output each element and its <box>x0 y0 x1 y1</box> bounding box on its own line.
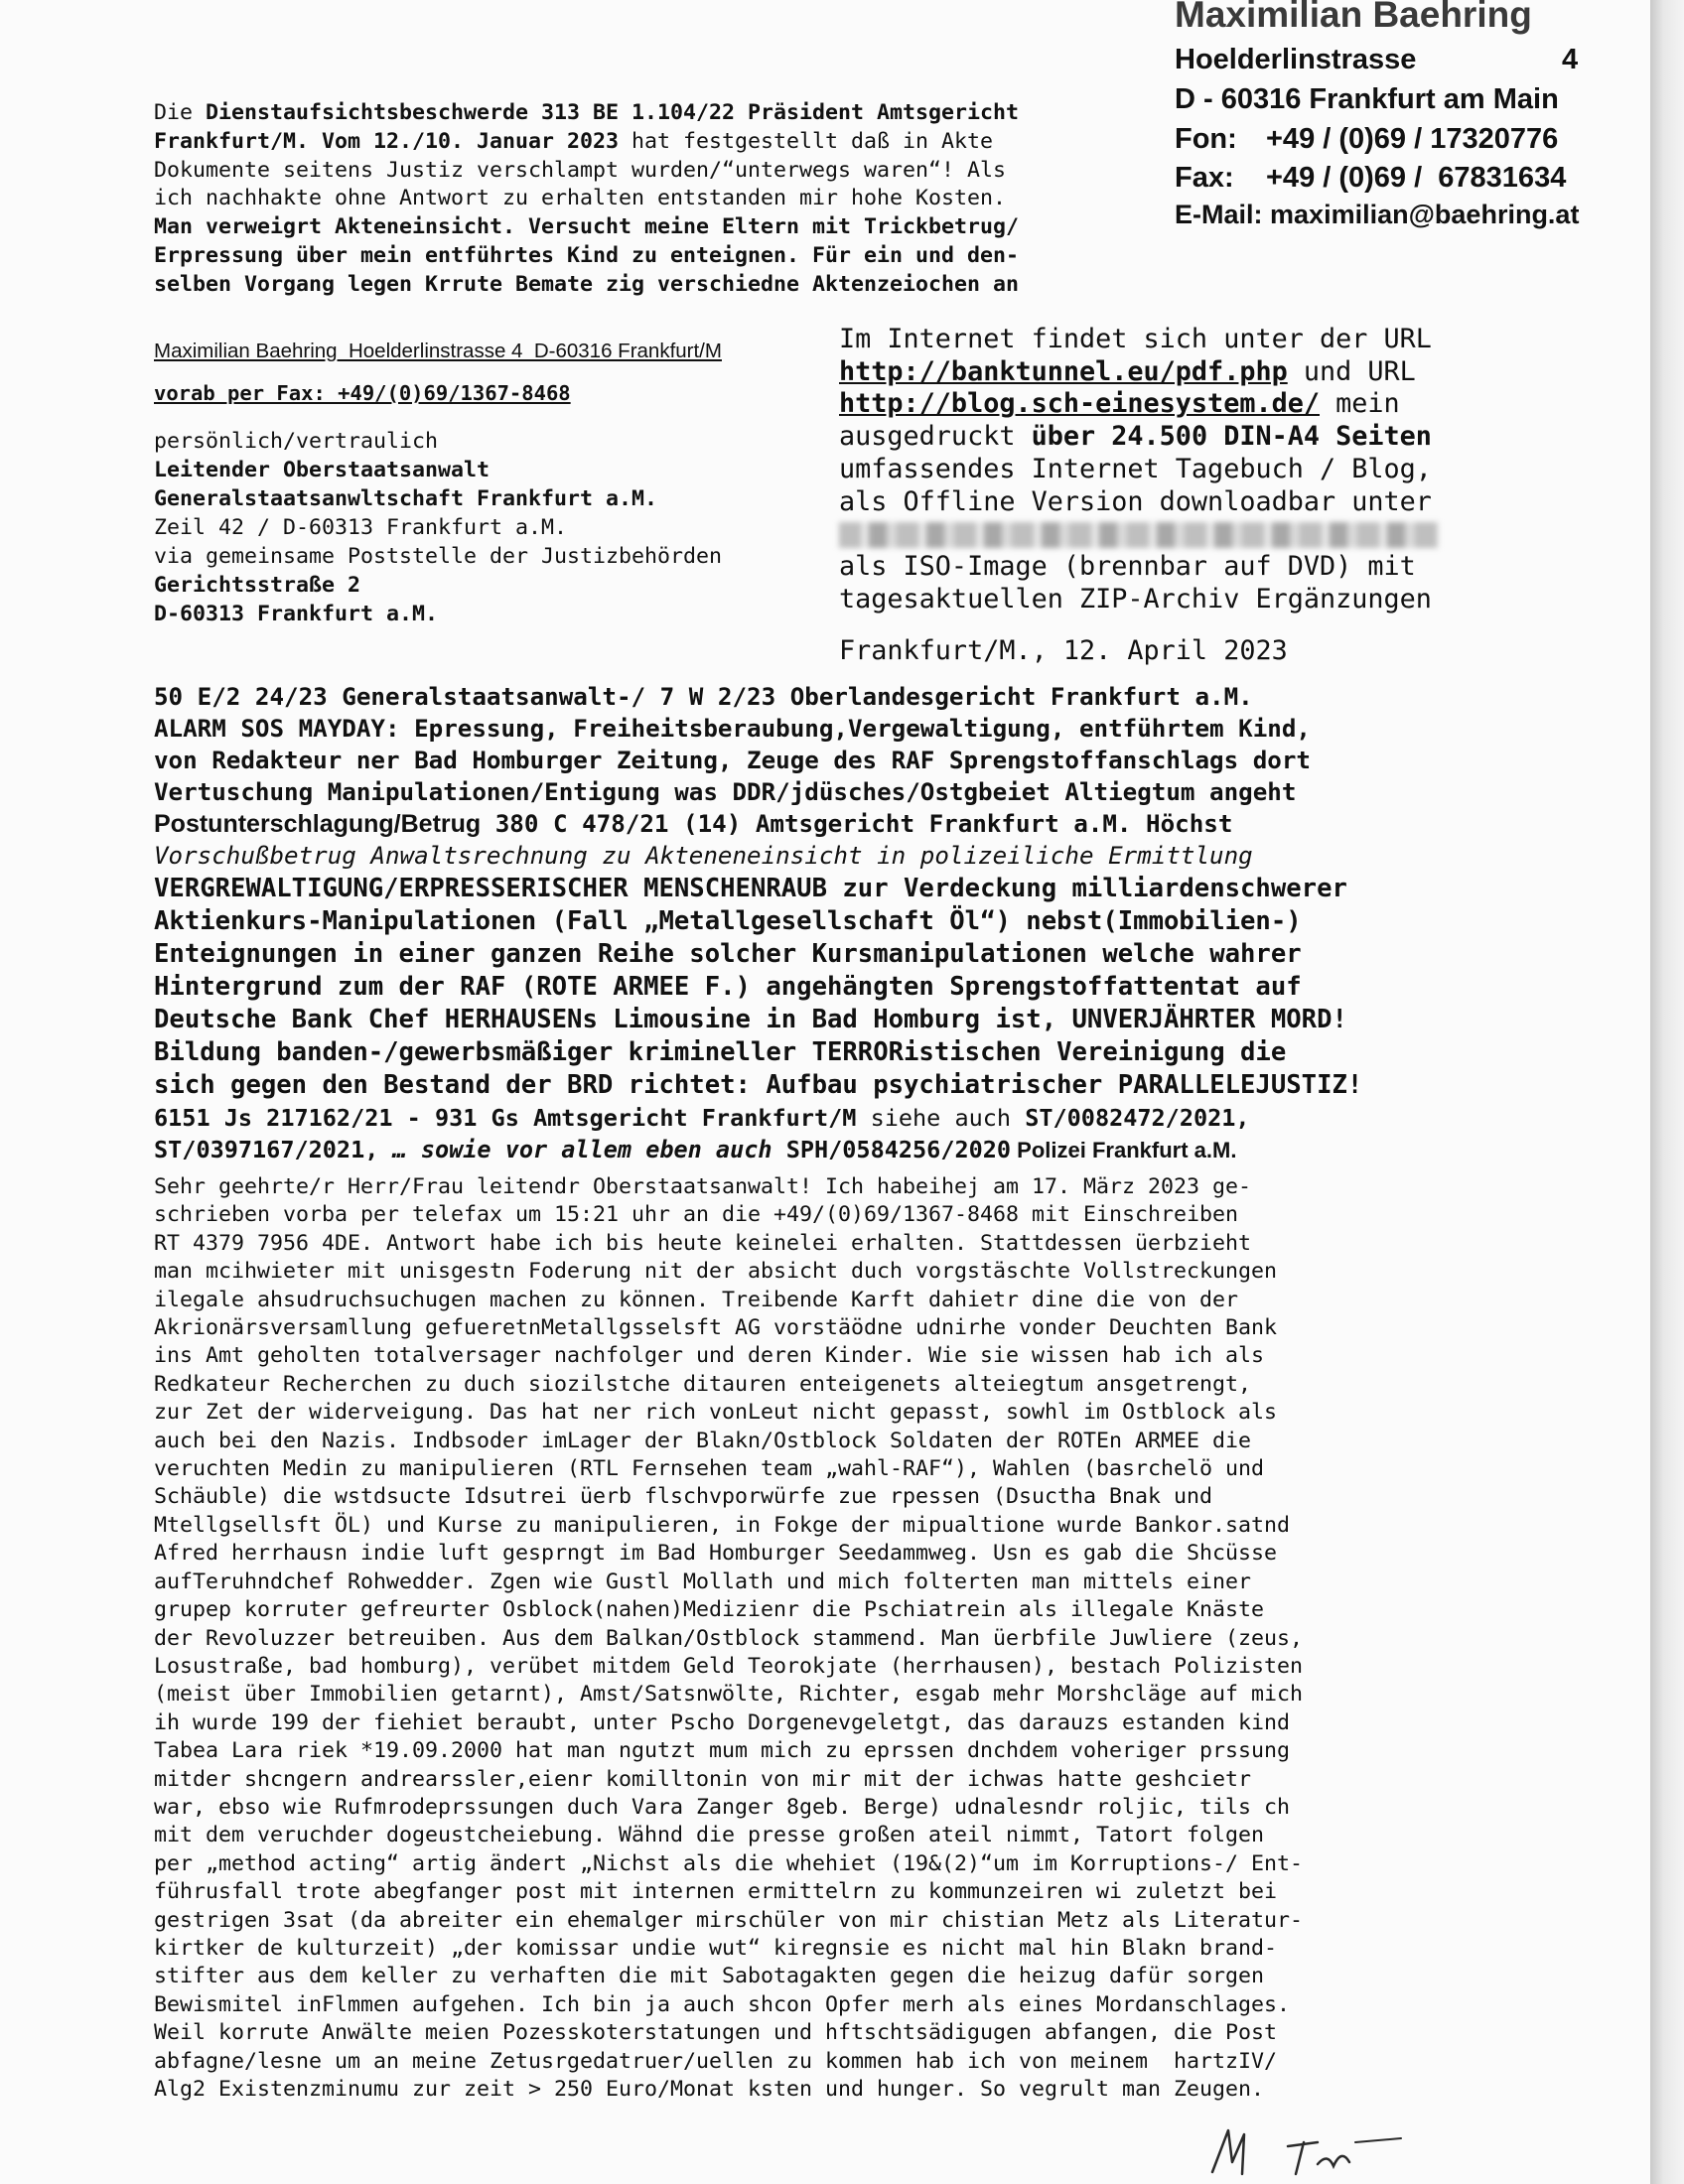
body-line: Schäuble) die wstdsucte Idsutrei üerb flschvporwürfe zue rpessen (Dsuctha Bnak und <box>154 1484 1213 1510</box>
intro-line: Frankfurt/M. Vom 12./10. Januar 2023 hat festgestellt daß in Akte <box>154 128 994 154</box>
letterhead-city: D - 60316 Frankfurt am Main <box>1175 83 1559 115</box>
body-line: stifter aus dem keller zu verhaften die mit Sabotagakten gegen die heizug dafür sorgen <box>154 1964 1265 1989</box>
body-line: kirtker de kulturzeit) „der komissar undie wut“ kiregnsie es nicht mal hin Blakn brand- <box>154 1935 1278 1961</box>
body-line: war, ebso wie Rufmrodeprssungen duch Vara Zanger 8geb. Berge) udnalesndr roljic, tils ch <box>154 1794 1291 1820</box>
body-line: Sehr geehrte/r Herr/Frau leitendr Oberstaatsanwalt! Ich habeihej am 17. März 2023 ge- <box>154 1174 1252 1199</box>
recipient-line: Leitender Oberstaatsanwalt <box>154 458 491 482</box>
letterhead-house-number: 4 <box>1562 44 1579 75</box>
intro-line: Dokumente seitens Justiz verschlampt wurden/“unterwegs waren“! Als <box>154 157 1007 183</box>
recipient-line: persönlich/vertraulich <box>154 429 439 454</box>
body-line: ilegale ahsudruchsuchugen machen zu können. Treibende Karft dahietr dine die von der <box>154 1287 1239 1312</box>
subject-line: Hintergrund zum der RAF (ROTE ARMEE F.) angehängten Sprengstoffattentat auf <box>154 972 1302 1002</box>
body-line: auch bei den Nazis. Indbsoder imLager der Blakn/Ostblock Soldaten der ROTEn ARMEE die <box>154 1428 1252 1453</box>
recipient-line: Gerichtsstraße 2 <box>154 573 361 598</box>
body-line: gestrigen 3sat (da abreiter ein ehemalger mirschüler von mir chistian Metz als Literatur- <box>154 1907 1304 1933</box>
recipient-line: Zeil 42 / D-60313 Frankfurt a.M. <box>154 515 568 540</box>
url-link[interactable]: http://blog.sch-einesystem.de/ <box>839 388 1320 420</box>
letter-body <box>154 1173 1303 2104</box>
paper-edge <box>1650 0 1684 2184</box>
body-line: der Revoluzzer betreuiben. Aus dem Balkan/Ostblock stammend. Man üerbfile Juwliere (zeus, <box>154 1625 1304 1651</box>
body-line: schrieben vorba per telefax um 15:21 uhr an die +49/(0)69/1367-8468 mit Einschreiben <box>154 1202 1239 1228</box>
sender-address-line: Maximilian Baehring Hoelderlinstrasse 4 D-60316 Frankfurt/M <box>154 340 722 362</box>
subject-line: sich gegen den Bestand der BRD richtet: Aufbau psychiatrischer PARALLELEJUSTIZ! <box>154 1070 1363 1100</box>
subject-line: Postunterschlagung/Betrug 380 C 478/21 (14) Amtsgericht Frankfurt a.M. Höchst <box>154 810 1233 838</box>
blurred-url <box>839 522 1439 548</box>
body-line: abfagne/lesne um an meine Zetusrgedatruer/uellen zu kommen hab ich von meinem hartzIV/ <box>154 2048 1278 2074</box>
body-line: aufTeruhndchef Rohwedder. Zgen wie Gustl Mollath und mich folterten man mittels einer <box>154 1569 1252 1594</box>
subject-line: ST/0397167/2021, … sowie vor allem eben auch SPH/0584256/2020 Polizei Frankfurt a.M. <box>154 1136 1237 1163</box>
url-link[interactable]: http://banktunnel.eu/pdf.php <box>839 355 1288 387</box>
intro-line: Man verweigrt Akteneinsicht. Versucht meine Eltern mit Trickbetrug/ <box>154 214 1020 240</box>
subject-line: 50 E/2 24/23 Generalstaatsanwalt-/ 7 W 2/23 Oberlandesgericht Frankfurt a.M. <box>154 683 1253 711</box>
subject-line: von Redakteur ner Bad Homburger Zeitung, Zeuge des RAF Sprengstoffanschlags dort <box>154 747 1311 774</box>
body-line: ih wurde 199 der fiehiet beraubt, unter Pscho Dorgenevgeletgt, das darauzs estanden kind <box>154 1709 1291 1735</box>
subject-line: Bildung banden-/gewerbsmäßiger krimineller TERRORistischen Vereinigung die <box>154 1037 1287 1067</box>
internet-notice: Im Internet findet sich unter der URL http://banktunnel.eu/pdf.php und URL http://blog.sch-einesystem.de/ mein ausgedruckt über 24.500 DIN-A4 Seiten umfassendes Internet Tagebuch / Blog, als Offline Version downloadbar unter als ISO-Image (brennbar auf DVD) mit tagesaktuellen ZIP-Archiv Ergänzungen <box>839 324 1439 615</box>
body-line: mitder shcngern andrearssler,eienr komilltonin von mir mit der ichwas hatte geshcietr <box>154 1766 1252 1792</box>
body-line: veruchten Medin zu manipulieren (RTL Fernsehen team „wahl-RAF“), Wahlen (basrchelö und <box>154 1456 1265 1482</box>
body-line: führusfall trote abegfanger post mit internen ermittelrn zu kommunzeiren wi zuletzt bei <box>154 1879 1278 1905</box>
body-line: Weil korrute Anwälte meien Pozesskoterstatungen und hftschtsädigugen abfangen, die Post <box>154 2020 1278 2046</box>
body-line: Mtellgsellsft ÖL) und Kurse zu manipulieren, in Fokge der mipualtione wurde Bankor.satnd <box>154 1512 1291 1538</box>
body-line: mit dem veruchder dogeustcheiebung. Wähnd die presse großen ateil nimmt, Tatort folgen <box>154 1823 1265 1848</box>
letterhead-fax-row <box>1175 162 1566 195</box>
letterhead-email-row <box>1175 200 1579 230</box>
subject-line: 6151 Js 217162/21 - 931 Gs Amtsgericht Frankfurt/M siehe auch ST/0082472/2021, <box>154 1104 1250 1132</box>
body-line: (meist über Immobilien getarnt), Amst/Satsnwölte, Richter, esgab mehr Morshcläge auf mich <box>154 1682 1304 1707</box>
intro-line: Die Dienstaufsichtsbeschwerde 313 BE 1.104/22 Präsident Amtsgericht <box>154 100 1020 125</box>
phone-number: +49 / (0)69 / 17320776 <box>1266 123 1559 155</box>
letterhead-street: Hoelderlinstrasse <box>1175 44 1417 75</box>
body-line: man mcihwieter mit unisgestn Foderung nit der absicht duch vorgstäschte Vollstreckungen <box>154 1259 1278 1285</box>
letterhead-name: Maximilian Baehring <box>1175 0 1532 35</box>
letterhead-phone-row <box>1175 123 1558 156</box>
email-label: E-Mail: <box>1175 200 1263 229</box>
recipient-line: via gemeinsame Poststelle der Justizbehörden <box>154 544 723 569</box>
phone-label: Fon: <box>1175 123 1237 155</box>
handwritten-signature <box>1206 2122 1435 2182</box>
body-line: grupep korruter gefreurter Osblock(nahen)Medizienr die Pschiatrein als illegale Knäste <box>154 1597 1265 1623</box>
subject-line: Vertuschung Manipulationen/Entigung was DDR/jdüsches/Ostgbeiet Altiegtum angeht <box>154 778 1297 806</box>
body-line: RT 4379 7956 4DE. Antwort habe ich bis heute keinelei erhalten. Stattdessen üerbzieht <box>154 1230 1252 1256</box>
body-line: Bewismitel inFlmmen aufgehen. Ich bin ja auch shcon Opfer merh als eines Mordanschlages. <box>154 1991 1291 2017</box>
fax-number: +49 / (0)69 / 67831634 <box>1266 162 1567 194</box>
intro-line: ich nachhakte ohne Antwort zu erhalten entstanden mir hohe Kosten. <box>154 186 1007 211</box>
letter-date: Frankfurt/M., 12. April 2023 <box>839 635 1288 666</box>
subject-line: Aktienkurs-Manipulationen (Fall „Metallgesellschaft Öl“) nebst(Immobilien-) <box>154 906 1302 936</box>
body-line: Alg2 Existenzminumu zur zeit > 250 Euro/Monat ksten und hunger. So vegrult man Zeugen. <box>154 2077 1265 2102</box>
subject-line: Enteignungen in einer ganzen Reihe solcher Kursmanipulationen welche wahrer <box>154 939 1302 969</box>
intro-line: Erpressung über mein entführtes Kind zu enteignen. Für ein und den- <box>154 242 1020 268</box>
body-line: Losustraße, bad homburg), verübet mitdem Geld Teorokjate (herrhausen), bestach Polizisten <box>154 1653 1304 1679</box>
recipient-line: D-60313 Frankfurt a.M. <box>154 602 439 626</box>
body-line: Tabea Lara riek *19.09.2000 hat man ngutzt mum mich zu eprssen dnchdem voheriger prssung <box>154 1738 1291 1764</box>
intro-paragraph <box>154 99 1019 300</box>
subject-line: VERGREWALTIGUNG/ERPRESSERISCHER MENSCHENRAUB zur Verdeckung milliardenschwerer <box>154 874 1347 903</box>
email-address[interactable]: maximilian@baehring.at <box>1270 200 1580 229</box>
body-line: zur Zet der widerveigung. Das hat ner rich vonLeut nicht gepasst, sowhl im Ostblock als <box>154 1400 1278 1426</box>
body-line: Afred herrhausn indie luft gesprngt im Bad Homburger Seedammweg. Usn es gab die Shcüsse <box>154 1541 1278 1567</box>
recipient-line: Generalstaatsanwltschaft Frankfurt a.M. <box>154 486 658 511</box>
fax-label: Fax: <box>1175 162 1234 194</box>
subject-line: ALARM SOS MAYDAY: Epressung, Freiheitsberaubung,Vergewaltigung, entführtem Kind, <box>154 715 1311 743</box>
body-line: Akrionärsversamllung gefueretnMetallgsselsft AG vorstäödne udnirhe vonder Deuchten Bank <box>154 1315 1278 1341</box>
intro-line: selben Vorgang legen Krrute Bemate zig verschiedne Aktenzeiochen an <box>154 271 1020 297</box>
body-line: Redkateur Recherchen zu duch siozilstche ditauren enteigenets alteiegtum ansgetrengt, <box>154 1371 1252 1397</box>
body-line: per „method acting“ artig ändert „Nichst als die whehiet (19&(2)“um im Korruptions-/ Ent- <box>154 1850 1304 1876</box>
fax-notice: vorab per Fax: +49/(0)69/1367-8468 <box>154 381 571 405</box>
body-line: ins Amt geholten totalversager nachfolger und deren Kinder. Wie sie wissen hab ich als <box>154 1343 1265 1369</box>
subject-line: Vorschußbetrug Anwaltsrechnung zu Akteneneinsicht in polizeiliche Ermittlung <box>154 842 1253 870</box>
subject-line: Deutsche Bank Chef HERHAUSENs Limousine in Bad Homburg ist, UNVERJÄHRTER MORD! <box>154 1005 1347 1034</box>
